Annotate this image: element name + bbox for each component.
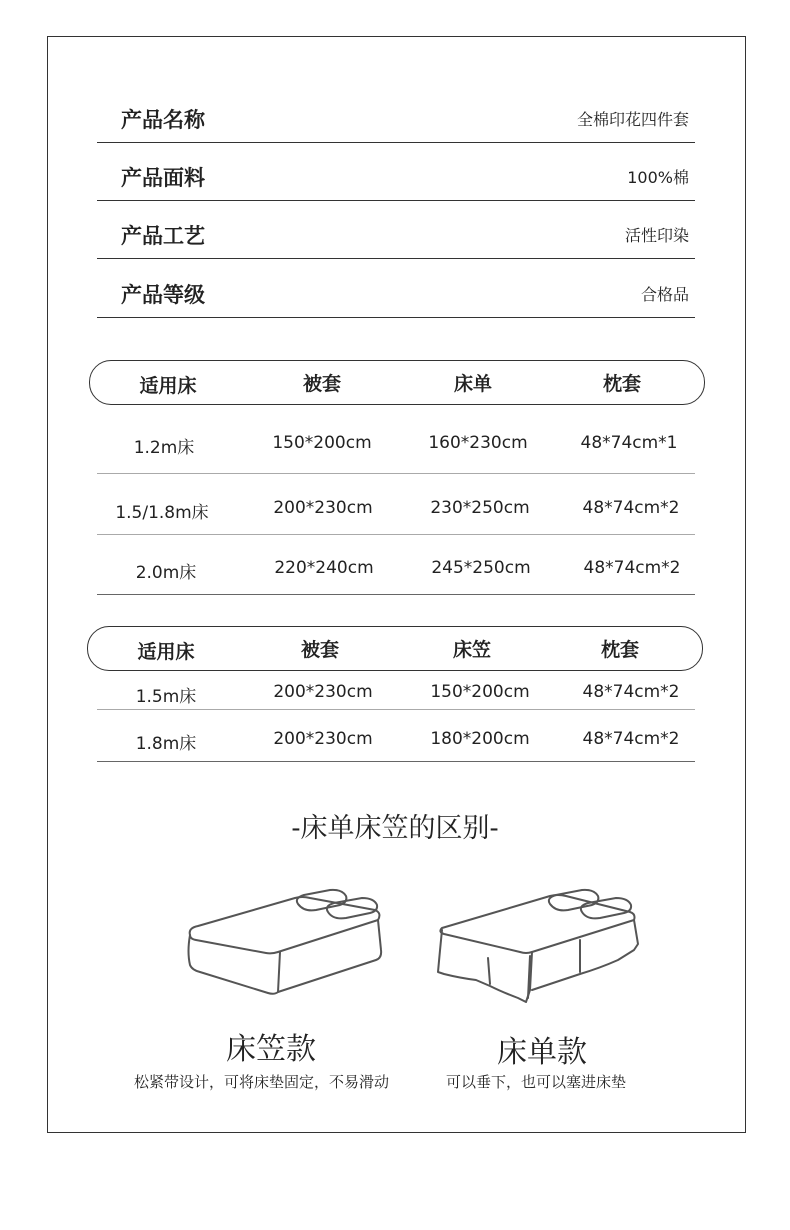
table1-header-sheet: 床单 [453,373,492,395]
table1-cell: 245*250cm [431,558,531,578]
flat-style-name: 床单款 [497,1035,587,1070]
table1-header-duvet: 被套 [302,373,341,395]
table2-header-duvet: 被套 [300,639,339,661]
table1-cell: 48*74cm*1 [580,433,678,453]
flat-style-desc: 可以垂下，也可以塞进床垫 [446,1073,627,1091]
spec-row-grade [97,261,695,318]
spec-label: 产品名称 [121,108,205,132]
table1-cell: 1.5/1.8m床 [115,503,209,523]
table2-cell: 200*230cm [273,682,373,702]
table1-cell: 1.2m床 [133,438,195,458]
spec-label: 产品工艺 [121,224,205,248]
table2-cell: 48*74cm*2 [582,729,680,749]
table1-cell: 200*230cm [273,498,373,518]
table1-cell: 48*74cm*2 [583,558,681,578]
table1-cell: 160*230cm [428,433,528,453]
table1-cell: 230*250cm [430,498,530,518]
flat-sheet-bed-icon [430,880,650,1010]
row-divider [97,594,695,595]
spec-value: 全棉印花四件套 [576,110,689,129]
fitted-style-name: 床笠款 [226,1032,316,1067]
spec-label: 产品面料 [121,166,205,190]
table2-cell: 1.8m床 [135,734,197,754]
spec-value: 100%棉 [627,168,689,187]
table2-header-bed: 适用床 [137,641,195,663]
table2-cell: 150*200cm [430,682,530,702]
table2-header-fitted: 床笠 [452,639,491,661]
fitted-sheet-bed-icon [180,880,390,1005]
table2-cell: 180*200cm [430,729,530,749]
table1-cell: 220*240cm [274,558,374,578]
table1-header-bed: 适用床 [139,375,197,397]
spec-value: 活性印染 [624,226,689,245]
spec-row-fabric [97,144,695,201]
table1-header-pillow: 枕套 [602,373,641,395]
spec-row-process [97,202,695,259]
table1-cell: 48*74cm*2 [582,498,680,518]
table2-cell: 200*230cm [273,729,373,749]
fitted-style-desc: 松紧带设计，可将床垫固定，不易滑动 [134,1073,390,1091]
row-divider [97,473,695,474]
table2-header-pillow: 枕套 [600,639,639,661]
row-divider [97,709,695,710]
row-divider [97,534,695,535]
table2-cell: 48*74cm*2 [582,682,680,702]
spec-value: 合格品 [640,285,689,304]
table2-cell: 1.5m床 [135,687,197,707]
table1-cell: 150*200cm [272,433,372,453]
section-title: -床单床笠的区别- [291,813,499,844]
row-divider [97,761,695,762]
spec-row-name [97,86,695,143]
spec-label: 产品等级 [121,283,205,307]
table1-cell: 2.0m床 [135,563,197,583]
